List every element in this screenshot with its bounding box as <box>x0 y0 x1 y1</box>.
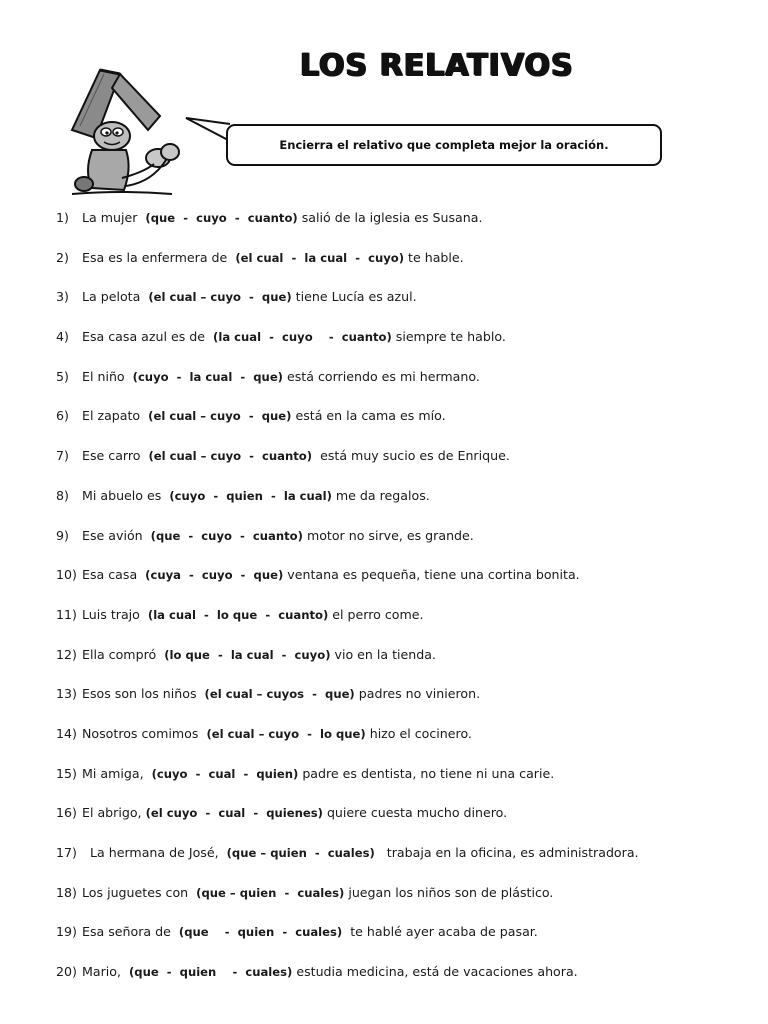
relative-options[interactable]: (que – quien - cuales) <box>226 846 375 860</box>
cat-with-book-on-head-icon <box>62 68 182 198</box>
relative-options[interactable]: (que - cuyo - cuanto) <box>150 528 303 543</box>
sentence-after: padres no vinieron. <box>354 686 481 702</box>
exercise-item <box>56 406 639 446</box>
exercise-item <box>56 327 639 367</box>
relative-options[interactable]: (cuyo - quien - la cual) <box>169 488 332 503</box>
sentence-num: 5) <box>56 368 69 384</box>
relative-options[interactable]: (el cual - la cual - cuyo) <box>235 250 405 265</box>
sentence-before: Luis trajo <box>82 606 148 622</box>
relative-options[interactable]: (el cual – cuyos - que) <box>204 687 355 702</box>
sentence-after: te hable. <box>404 249 464 265</box>
sentence-num: 1) <box>56 210 69 225</box>
relative-options[interactable]: (que – quien - cuales) <box>196 885 345 900</box>
sentence-before: Esos son los niños <box>82 686 205 702</box>
sentence-num: 6) <box>56 408 69 424</box>
sentence-before: Ella compró <box>82 646 165 662</box>
relative-options[interactable]: (cuyo - la cual - que) <box>132 369 283 384</box>
sentence-before: Ese carro <box>82 448 149 464</box>
sentence-num: 19) <box>56 924 77 940</box>
exercise-item <box>56 446 639 486</box>
sentence-after: el perro come. <box>328 606 424 622</box>
sentence-before: Esa señora de <box>82 924 179 940</box>
sentence-before: La hermana de José, <box>82 845 227 860</box>
exercise-item <box>56 367 639 407</box>
sentence-num: 18) <box>56 884 77 900</box>
sentence-before: Nosotros comimos <box>82 725 207 741</box>
relative-options[interactable]: (la cual - lo que - cuanto) <box>147 607 329 622</box>
exercise-item <box>56 526 639 566</box>
sentence-before: Esa es la enfermera de <box>82 249 236 265</box>
relative-options[interactable]: (que - quien - cuales) <box>178 925 343 940</box>
sentence-num: 2) <box>56 249 69 265</box>
sentence-before: El abrigo, <box>82 805 146 821</box>
sentence-after: está en la cama es mío. <box>291 408 446 424</box>
sentence-before: Mi abuelo es <box>82 487 170 503</box>
exercise-item <box>56 248 639 288</box>
sentence-before: Los juguetes con <box>82 884 197 900</box>
sentence-after: quiere cuesta mucho dinero. <box>322 805 508 821</box>
exercise-item <box>56 962 639 1002</box>
exercise-item <box>56 724 639 764</box>
sentence-num: 3) <box>56 289 69 305</box>
sentence-num: 17) <box>56 845 77 860</box>
sentence-after: estudia medicina, está de vacaciones ahora. <box>292 964 578 980</box>
sentence-num: 12) <box>56 646 77 662</box>
sentence-before: Esa casa azul es de <box>82 329 214 345</box>
sentence-after: me da regalos. <box>331 487 430 503</box>
exercise-item <box>56 764 639 804</box>
exercise-list <box>56 208 639 1002</box>
sentence-after: está muy sucio es de Enrique. <box>312 448 510 464</box>
sentence-num: 13) <box>56 686 77 702</box>
relative-options[interactable]: (que - quien - cuales) <box>128 965 293 980</box>
relative-options[interactable]: (cuyo - cual - quien) <box>151 766 299 781</box>
exercise-item <box>56 922 639 962</box>
sentence-before: Ese avión <box>82 527 151 543</box>
sentence-num: 9) <box>56 527 69 543</box>
sentence-before: El niño <box>82 368 133 384</box>
exercise-item <box>56 684 639 724</box>
sentence-num: 20) <box>56 964 77 980</box>
sentence-num: 15) <box>56 765 77 781</box>
exercise-item <box>56 208 639 248</box>
sentence-after: está corriendo es mi hermano. <box>282 368 480 384</box>
sentence-num: 10) <box>56 567 77 583</box>
relative-options[interactable]: (lo que - la cual - cuyo) <box>164 647 331 662</box>
instruction-bubble <box>226 124 662 166</box>
speech-bubble-tail-icon <box>184 116 232 142</box>
sentence-before: La pelota <box>82 289 149 305</box>
relative-options[interactable]: (el cual – cuyo - lo que) <box>206 726 366 741</box>
exercise-item <box>56 645 639 685</box>
sentence-after: vio en la tienda. <box>330 646 436 662</box>
exercise-item <box>56 565 639 605</box>
sentence-after: juegan los niños son de plástico. <box>344 884 554 900</box>
sentence-before: El zapato <box>82 408 149 424</box>
sentence-before: Esa casa <box>82 567 146 583</box>
relative-options[interactable]: (el cual – cuyo - que) <box>148 290 292 305</box>
sentence-after: te hablé ayer acaba de pasar. <box>342 924 538 940</box>
exercise-item <box>56 883 639 923</box>
sentence-num: 7) <box>56 448 69 464</box>
exercise-item <box>56 287 639 327</box>
sentence-num: 14) <box>56 725 77 741</box>
sentence-num: 16) <box>56 805 77 821</box>
sentence-before: La mujer <box>82 210 146 225</box>
instruction-text: Encierra el relativo que completa mejor la oración. <box>279 138 609 152</box>
sentence-after: padre es dentista, no tiene ni una carie. <box>298 765 555 781</box>
sentence-num: 8) <box>56 487 69 503</box>
sentence-after: motor no sirve, es grande. <box>302 527 474 543</box>
sentence-after: hizo el cocinero. <box>365 725 472 741</box>
sentence-after: ventana es pequeña, tiene una cortina bonita. <box>283 567 580 583</box>
relative-options[interactable]: (cuya - cuyo - que) <box>145 568 284 583</box>
exercise-item <box>56 803 639 843</box>
sentence-after: salió de la iglesia es Susana. <box>297 210 483 225</box>
exercise-item <box>56 843 639 883</box>
exercise-item <box>56 486 639 526</box>
relative-options[interactable]: (que - cuyo - cuanto) <box>145 211 298 225</box>
page-title: LOS RELATIVOS <box>300 48 574 83</box>
sentence-num: 4) <box>56 329 69 345</box>
sentence-after: siempre te hablo. <box>391 329 506 345</box>
sentence-num: 11) <box>56 606 77 622</box>
exercise-item <box>56 605 639 645</box>
sentence-before: Mario, <box>82 964 129 980</box>
sentence-after: trabaja en la oficina, es administradora. <box>374 845 639 860</box>
relative-options[interactable]: (el cuyo - cual - quienes) <box>145 806 323 821</box>
sentence-after: tiene Lucía es azul. <box>291 289 417 305</box>
relative-options[interactable]: (el cual – cuyo - cuanto) <box>148 449 313 464</box>
sentence-before: Mi amiga, <box>82 765 152 781</box>
relative-options[interactable]: (el cual – cuyo - que) <box>148 409 292 424</box>
relative-options[interactable]: (la cual - cuyo - cuanto) <box>213 330 392 345</box>
